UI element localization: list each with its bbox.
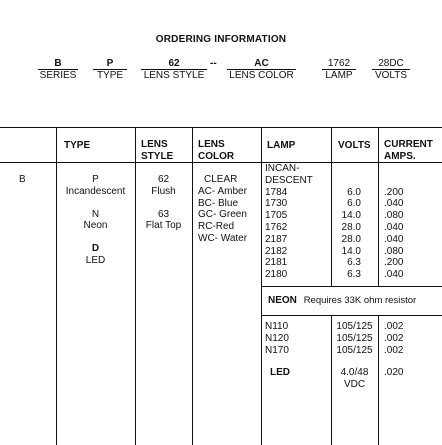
volts-n110: 105/125 [336, 321, 373, 332]
incandescent-volts [331, 187, 378, 281]
code-volts: 28DC [378, 58, 404, 69]
led-volts [331, 367, 378, 391]
header-volts: VOLTS [338, 140, 371, 151]
header-lens-style-line1: LENS [141, 139, 168, 150]
volts-n170: 105/125 [336, 344, 373, 356]
type-n: N [91, 208, 100, 220]
type-d: D [91, 243, 100, 255]
header-lens-color-line1: LENS [198, 139, 225, 150]
header-lens-style-line2: STYLE [141, 151, 174, 162]
lens-style-62-desc: Flush [151, 185, 176, 197]
lens-color-red: RC-Red [198, 221, 235, 233]
amps-2180: .040 [384, 269, 404, 281]
incandescent-label-line2: DESCENT [265, 174, 313, 186]
code-lens-color-label: LENS COLOR [229, 70, 294, 81]
lamp-1762: 1762 [265, 221, 288, 233]
amps-n120: .002 [384, 332, 404, 344]
lens-color-clear: CLEAR [204, 174, 238, 185]
code-lens-style-label: LENS STYLE [143, 70, 205, 81]
volts-2181: 6.3 [347, 257, 361, 269]
header-lamp: LAMP [267, 140, 296, 151]
lamp-n110: N110 [265, 321, 289, 332]
table-top-border [0, 127, 442, 128]
amps-n110: .002 [384, 321, 404, 332]
lens-style-63: 63 [157, 208, 170, 220]
neon-lamps [265, 321, 289, 356]
column-divider [192, 127, 193, 445]
type-column [56, 174, 135, 267]
lens-color-green: GC- Green [198, 209, 247, 221]
code-lens-color: AC [254, 58, 269, 69]
column-divider [378, 315, 379, 445]
volts-2180: 6.3 [347, 269, 361, 281]
lamp-2180: 2180 [265, 269, 288, 281]
lens-color-column [198, 174, 247, 245]
incandescent-lamps [265, 163, 313, 281]
type-d-desc: LED [85, 254, 106, 266]
lens-color-water: WC- Water [198, 232, 248, 244]
incandescent-amps [384, 187, 403, 281]
neon-resistor-note: Requires 33K ohm resistor [303, 295, 417, 306]
lens-style-column [135, 174, 192, 232]
neon-amps [384, 321, 403, 356]
volts-2182: 14.0 [341, 245, 361, 257]
code-volts-label: VOLTS [374, 70, 408, 81]
neon-section-top-border [262, 286, 442, 287]
lamp-n170: N170 [265, 344, 289, 356]
type-p-desc: Incandescent [65, 185, 126, 197]
code-series: B [54, 58, 62, 69]
neon-label: NEON [268, 295, 297, 306]
code-lamp: 1762 [327, 58, 351, 69]
header-lens-color [198, 139, 234, 163]
lamp-1784: 1784 [265, 186, 288, 198]
amps-1705: .080 [384, 210, 404, 222]
volts-1730: 6.0 [347, 198, 361, 210]
lamp-n120: N120 [265, 332, 289, 344]
column-divider [378, 127, 379, 286]
lamp-2182: 2182 [265, 245, 288, 257]
code-type-label: TYPE [96, 70, 124, 81]
volts-2187: 28.0 [341, 233, 361, 245]
lens-style-62: 62 [157, 174, 170, 185]
lamp-2187: 2187 [265, 233, 288, 245]
code-series-label: SERIES [39, 70, 77, 81]
volts-n120: 105/125 [336, 332, 373, 344]
volts-1784: 6.0 [347, 186, 361, 198]
volts-1762: 28.0 [341, 221, 361, 233]
lamp-1705: 1705 [265, 210, 288, 222]
neon-note [268, 295, 416, 307]
incandescent-label-line1: INCAN- [265, 163, 300, 174]
led-amps: .020 [384, 367, 404, 378]
amps-n170: .002 [384, 344, 404, 356]
amps-2181: .200 [384, 257, 404, 269]
lamp-1730: 1730 [265, 198, 288, 210]
lens-color-blue: BC- Blue [198, 197, 239, 209]
page-title: ORDERING INFORMATION [155, 34, 287, 45]
type-n-desc: Neon [83, 220, 108, 232]
code-separator: -- [210, 58, 217, 69]
header-amps-line2: AMPS. [384, 151, 416, 162]
series-value: B [19, 174, 26, 185]
amps-1762: .040 [384, 221, 404, 233]
led-volts-line1: 4.0/48 [340, 367, 369, 378]
amps-1784: .200 [384, 186, 404, 198]
code-lens-style: 62 [168, 58, 180, 69]
header-amps-line1: CURRENT [384, 139, 433, 150]
amps-1730: .040 [384, 198, 404, 210]
header-lens-color-line2: COLOR [198, 151, 235, 162]
type-p: P [92, 174, 99, 185]
neon-volts [331, 321, 378, 356]
lamp-2181: 2181 [265, 257, 288, 269]
volts-1705: 14.0 [341, 210, 361, 222]
header-current-amps [384, 139, 433, 163]
lens-color-amber: AC- Amber [198, 185, 247, 197]
led-volts-line2: VDC [343, 378, 366, 390]
neon-section-bottom-border [262, 315, 442, 316]
amps-2182: .080 [384, 245, 404, 257]
code-type: P [106, 58, 114, 69]
code-lamp-label: LAMP [325, 70, 353, 81]
amps-2187: .040 [384, 233, 404, 245]
header-lens-style [141, 139, 173, 163]
lens-style-63-desc: Flat Top [145, 220, 182, 232]
header-type: TYPE [64, 140, 91, 151]
led-label: LED [270, 367, 290, 378]
